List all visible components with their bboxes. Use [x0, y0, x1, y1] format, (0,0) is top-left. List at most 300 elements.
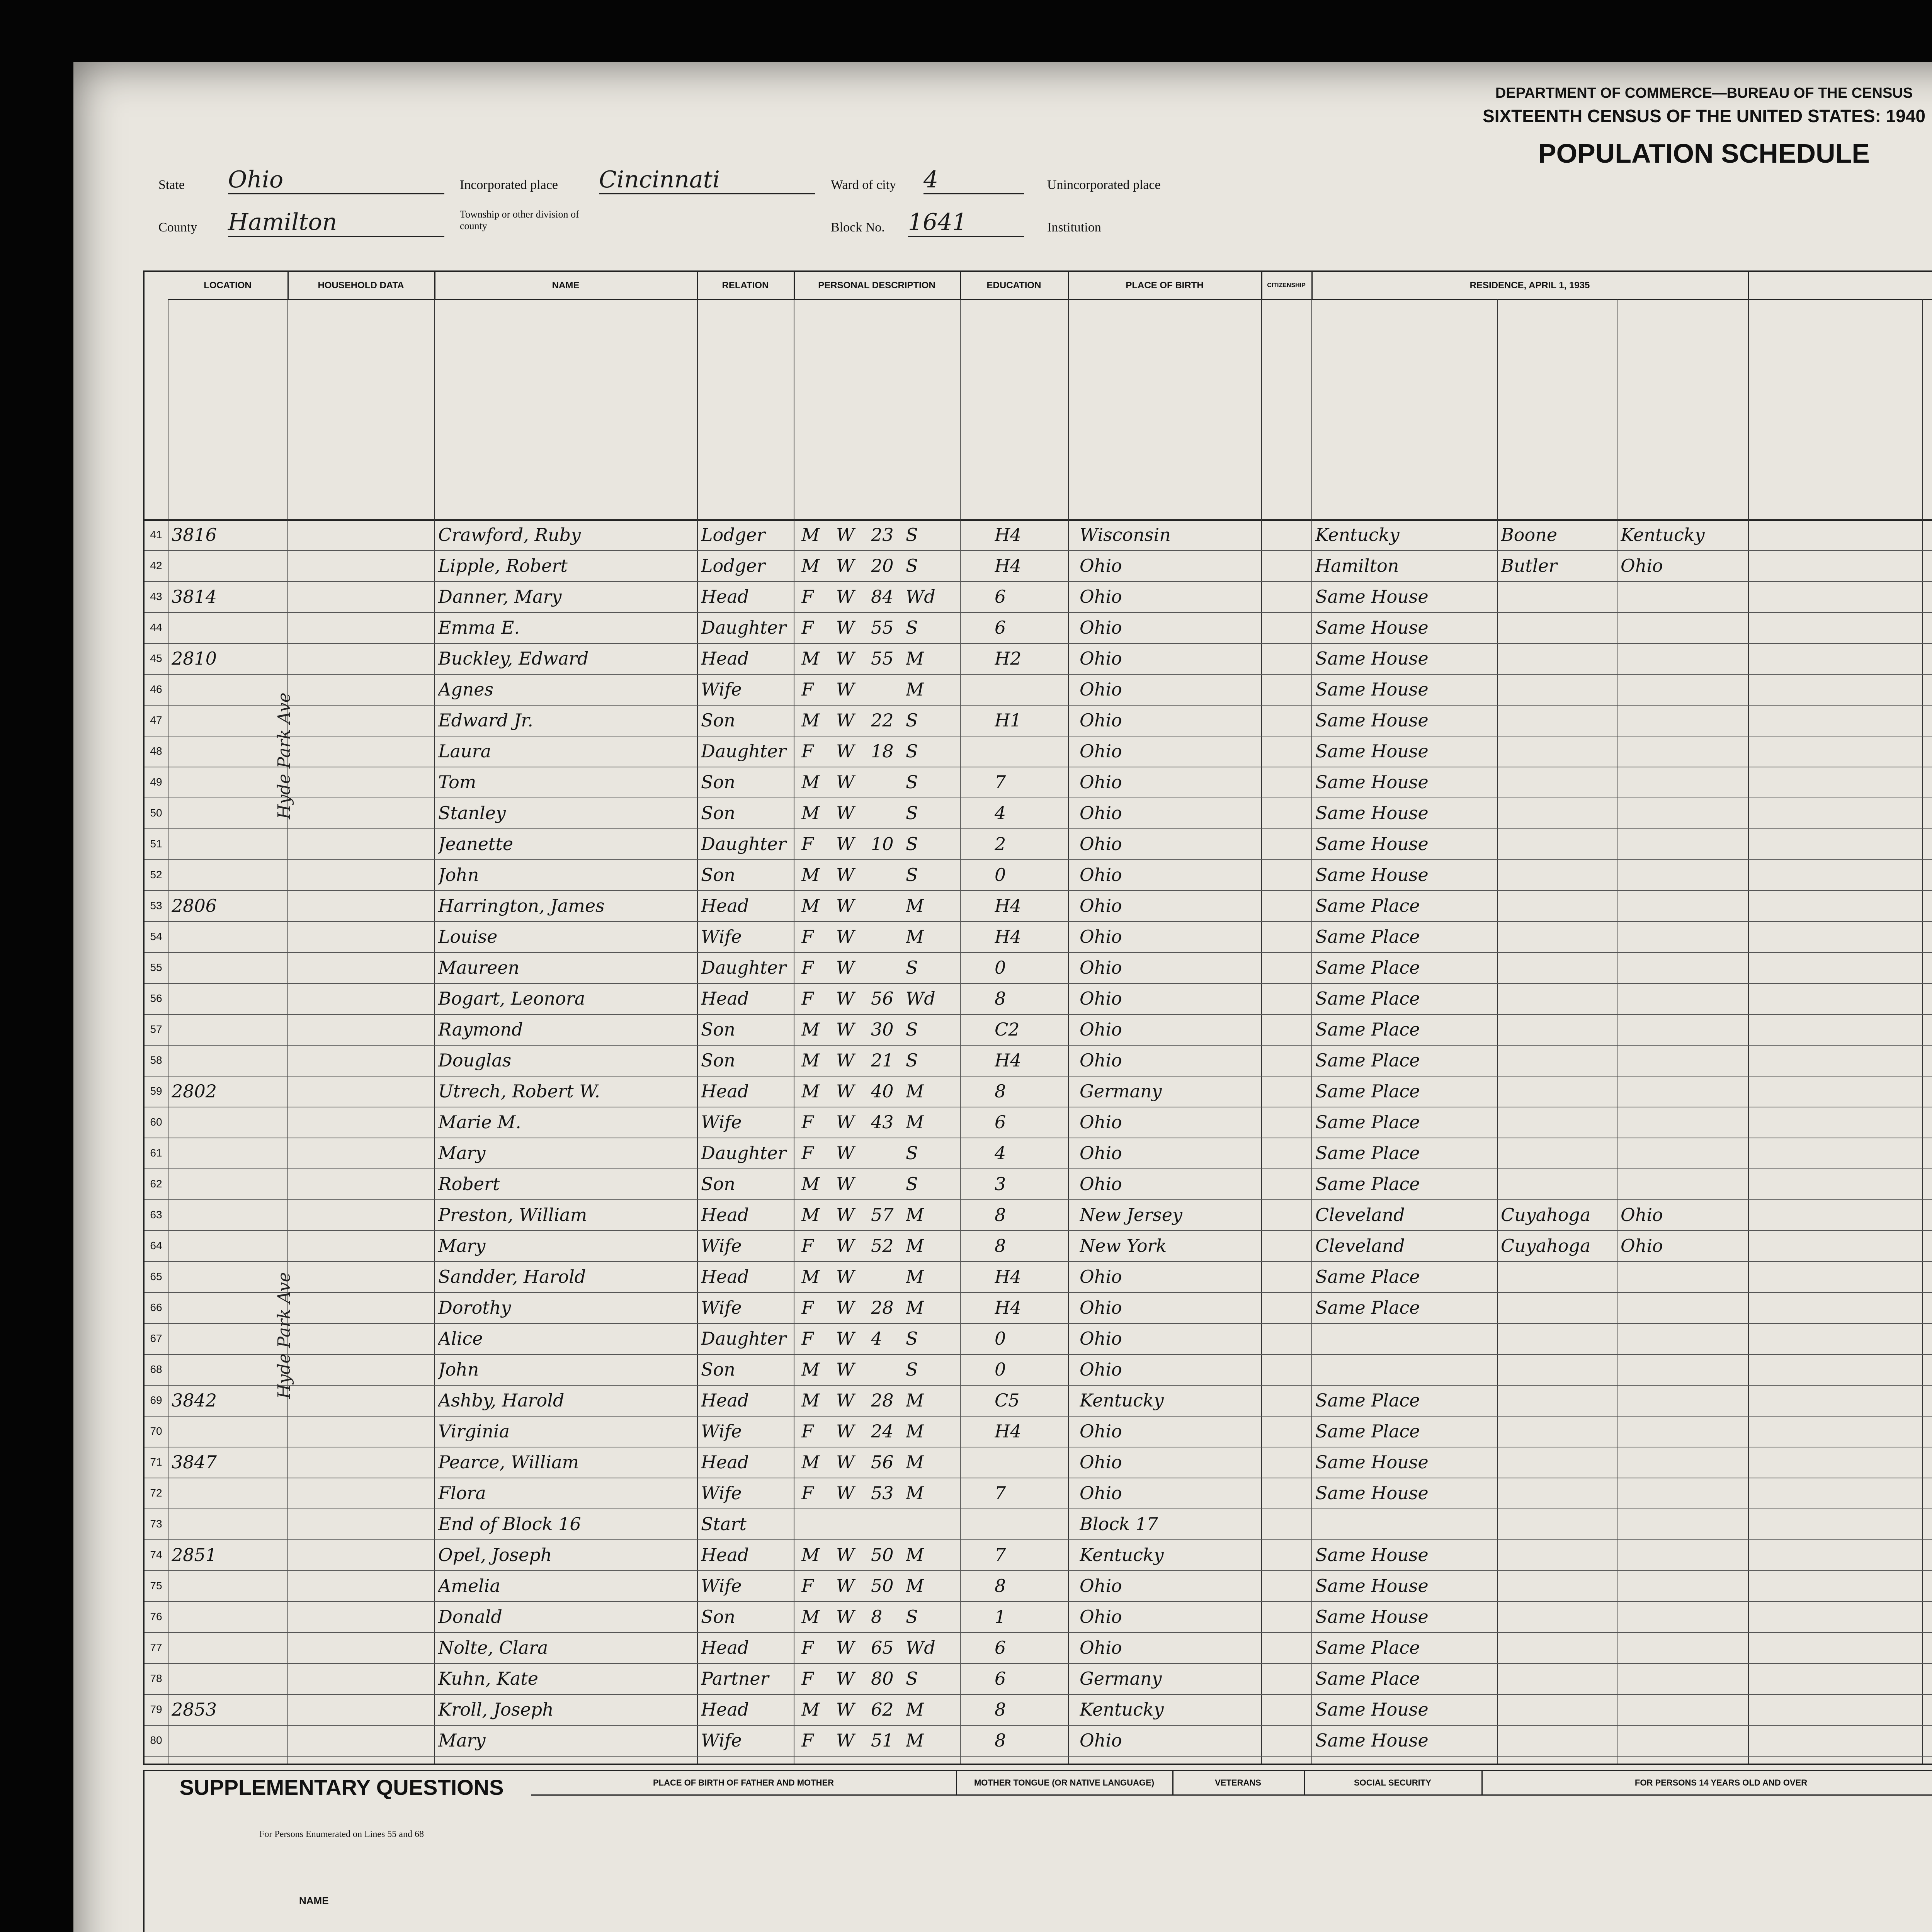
cell-line: 75 [150, 1580, 162, 1592]
table-row [145, 1199, 1932, 1231]
cell-rel: Wife [701, 1483, 742, 1503]
title-block [1395, 85, 1932, 169]
cell-age: 65 [871, 1637, 894, 1658]
table-row [145, 952, 1932, 984]
supplementary-section [143, 1770, 1932, 1932]
cell-county [1501, 1261, 1617, 1292]
cell-name: Alice [438, 1328, 483, 1349]
table-row [145, 1076, 1932, 1107]
cell-sex: M [801, 1544, 820, 1565]
cell-state [1621, 1725, 1736, 1756]
cell-race: W [836, 1730, 855, 1751]
cell-state [1621, 612, 1736, 643]
cell-ms: S [906, 772, 918, 793]
cell-grade: 8 [995, 1575, 1006, 1596]
cell-grade: 0 [995, 864, 1006, 885]
cell-birth: Ohio [1080, 803, 1122, 823]
cell-birth: Ohio [1080, 1019, 1122, 1040]
cell-race: W [836, 741, 855, 762]
cell-ms: S [906, 1359, 918, 1380]
cell-line: 69 [150, 1394, 162, 1406]
cell-res: Same House [1315, 679, 1429, 700]
cell-birth: Ohio [1080, 1050, 1122, 1071]
cell-county [1501, 1570, 1617, 1601]
table-row [145, 1478, 1932, 1509]
cell-ms: M [906, 1421, 924, 1442]
cell-res: Same House [1315, 772, 1429, 793]
cell-race: W [836, 1050, 855, 1071]
cell-state [1621, 1014, 1736, 1045]
cell-sex: M [801, 1452, 820, 1473]
cell-state [1621, 983, 1736, 1014]
cell-name: Crawford, Ruby [438, 524, 581, 545]
cell-sex: F [801, 1730, 814, 1751]
cell-res: Same House [1315, 1699, 1429, 1720]
cell-line: 54 [150, 930, 162, 942]
cell-house: 2810 [172, 648, 217, 669]
cell-race: W [836, 1143, 855, 1163]
cell-state [1621, 1323, 1736, 1354]
cell-ms: M [906, 895, 924, 916]
cell-county [1501, 859, 1617, 890]
cell-race: W [836, 1637, 855, 1658]
cell-sex: M [801, 648, 820, 669]
cell-res: Same Place [1315, 1112, 1420, 1133]
cell-res: Same House [1315, 864, 1429, 885]
table-row [145, 1539, 1932, 1571]
cell-sex: M [801, 1699, 820, 1720]
cell-name: Maureen [438, 957, 520, 978]
cell-sex: F [801, 1112, 814, 1133]
cell-res: Same Place [1315, 1390, 1420, 1411]
cell-grade: 6 [995, 586, 1006, 607]
cell-ms: S [906, 957, 918, 978]
cell-house [172, 1292, 253, 1323]
cell-rel: Daughter [701, 957, 786, 978]
table-row [145, 581, 1932, 613]
cell-name: Marie M. [438, 1112, 521, 1133]
cell-county [1501, 767, 1617, 798]
cell-house [172, 1632, 253, 1663]
cell-county [1501, 1354, 1617, 1385]
cell-sex: F [801, 926, 814, 947]
cell-res: Cleveland [1315, 1204, 1405, 1225]
cell-line: 59 [150, 1085, 162, 1097]
group-residence: RESIDENCE, APRIL 1, 1935 [1311, 272, 1749, 300]
cell-res: Same Place [1315, 1081, 1420, 1102]
cell-county [1501, 1045, 1617, 1076]
cell-rel: Head [701, 1204, 749, 1225]
cell-grade: H4 [995, 1421, 1022, 1442]
supplementary-subtitle: For Persons Enumerated on Lines 55 and 68 [259, 1829, 424, 1839]
cell-name: Dorothy [438, 1297, 511, 1318]
cell-county [1501, 1539, 1617, 1570]
cell-age: 4 [871, 1328, 883, 1349]
cell-res: Same Place [1315, 1637, 1420, 1658]
cell-age: 84 [871, 586, 894, 607]
supp-group-birth: PLACE OF BIRTH OF FATHER AND MOTHER [531, 1771, 957, 1796]
cell-race: W [836, 1204, 855, 1225]
cell-grade: 3 [995, 1173, 1006, 1194]
group-employment [1748, 272, 1932, 300]
cell-line: 78 [150, 1672, 162, 1684]
cell-state [1621, 1385, 1736, 1416]
table-row [145, 1323, 1932, 1355]
cell-state [1621, 1601, 1736, 1632]
cell-county [1501, 1509, 1617, 1539]
cell-name: Utrech, Robert W. [438, 1081, 600, 1102]
cell-name: Mary [438, 1235, 486, 1256]
cell-sex: F [801, 617, 814, 638]
cell-sex: F [801, 586, 814, 607]
cell-birth: Ohio [1080, 555, 1122, 576]
cell-grade [995, 674, 1037, 705]
cell-grade: 2 [995, 833, 1006, 854]
cell-race: W [836, 1297, 855, 1318]
cell-grade: 4 [995, 803, 1006, 823]
cell-res: Same House [1315, 1483, 1429, 1503]
cell-rel: Wife [701, 926, 742, 947]
cell-race: W [836, 1328, 855, 1349]
table-row [145, 1601, 1932, 1633]
table-row [145, 1354, 1932, 1386]
cell-rel: Partner [701, 1668, 769, 1689]
cell-name: Raymond [438, 1019, 523, 1040]
cell-birth: Kentucky [1080, 1699, 1164, 1720]
cell-race: W [836, 524, 855, 545]
cell-state [1621, 1168, 1736, 1199]
cell-county: Cuyahoga [1501, 1204, 1591, 1225]
cell-name: Tom [438, 772, 476, 793]
cell-grade: H4 [995, 1266, 1022, 1287]
cell-res: Same Place [1315, 1668, 1420, 1689]
cell-county [1501, 1725, 1617, 1756]
cell-house: 3842 [172, 1390, 217, 1411]
cell-house [172, 1199, 253, 1230]
cell-rel: Wife [701, 1730, 742, 1751]
cell-age: 50 [871, 1544, 894, 1565]
table-row [145, 921, 1932, 953]
cell-line: 70 [150, 1425, 162, 1437]
cell-sex: M [801, 524, 820, 545]
cell-birth: Ohio [1080, 586, 1122, 607]
cell-birth: Ohio [1080, 1266, 1122, 1287]
cell-line: 77 [150, 1641, 162, 1653]
cell-grade: 7 [995, 772, 1006, 793]
column-header [145, 272, 1932, 521]
cell-age: 50 [871, 1575, 894, 1596]
block-value: 1641 [908, 209, 1024, 237]
table-row [145, 1107, 1932, 1138]
cell-rel: Wife [701, 1421, 742, 1442]
cell-grade: 8 [995, 1699, 1006, 1720]
cell-line: 80 [150, 1734, 162, 1746]
cell-grade: 6 [995, 1637, 1006, 1658]
cell-ms: M [906, 1390, 924, 1411]
cell-line: 79 [150, 1703, 162, 1715]
cell-county [1501, 952, 1617, 983]
cell-house [172, 1663, 253, 1694]
cell-name: Jeanette [438, 833, 514, 854]
cell-race: W [836, 1235, 855, 1256]
cell-state [1621, 674, 1736, 705]
cell-house [172, 1323, 253, 1354]
cell-state [1621, 859, 1736, 890]
cell-sex: M [801, 1359, 820, 1380]
cell-rel: Head [701, 895, 749, 916]
cell-age: 20 [871, 555, 894, 576]
cell-sex: M [801, 555, 820, 576]
cell-house [172, 1261, 253, 1292]
table-row [145, 828, 1932, 860]
cell-house: 2851 [172, 1544, 217, 1565]
table-row [145, 1663, 1932, 1695]
cell-sex: F [801, 1235, 814, 1256]
cell-county [1501, 1385, 1617, 1416]
cell-line: 76 [150, 1611, 162, 1622]
cell-race: W [836, 988, 855, 1009]
cell-house [172, 1416, 253, 1447]
cell-race: W [836, 648, 855, 669]
cell-race: W [836, 1266, 855, 1287]
cell-age: 62 [871, 1699, 894, 1720]
cell-county: Butler [1501, 555, 1557, 576]
institution-label: Institution [1047, 220, 1101, 235]
cell-res [1315, 1509, 1497, 1539]
cell-race: W [836, 555, 855, 576]
cell-race: W [836, 772, 855, 793]
cell-race: W [836, 1390, 855, 1411]
cell-birth: Ohio [1080, 988, 1122, 1009]
cell-name: Virginia [438, 1421, 510, 1442]
cell-line: 71 [150, 1456, 162, 1468]
cell-grade: 8 [995, 1204, 1006, 1225]
cell-name: Pearce, William [438, 1452, 579, 1473]
cell-name: Preston, William [438, 1204, 587, 1225]
cell-line: 63 [150, 1209, 162, 1221]
cell-sex: F [801, 988, 814, 1009]
cell-res: Same Place [1315, 1143, 1420, 1163]
cell-res: Same Place [1315, 988, 1420, 1009]
cell-ms: M [906, 1699, 924, 1720]
cell-rel: Son [701, 1359, 735, 1380]
cell-birth: Ohio [1080, 1575, 1122, 1596]
schedule-title: POPULATION SCHEDULE [1538, 138, 1870, 168]
supp-group-tongue: MOTHER TONGUE (OR NATIVE LANGUAGE) [956, 1771, 1173, 1796]
cell-res: Same House [1315, 833, 1429, 854]
cell-grade: H1 [995, 710, 1022, 731]
unincorporated-label: Unincorporated place [1047, 178, 1161, 192]
cell-sex: F [801, 1575, 814, 1596]
cell-res: Same Place [1315, 926, 1420, 947]
table-row [145, 1694, 1932, 1726]
cell-grade: 0 [995, 957, 1006, 978]
cell-state [1621, 643, 1736, 674]
cell-rel: Head [701, 1699, 749, 1720]
cell-name: John [438, 864, 479, 885]
table-row [145, 1385, 1932, 1417]
cell-birth: Ohio [1080, 926, 1122, 947]
cell-name: Amelia [438, 1575, 500, 1596]
cell-res: Hamilton [1315, 555, 1399, 576]
cell-birth: Ohio [1080, 864, 1122, 885]
cell-county [1501, 1138, 1617, 1168]
cell-state [1621, 736, 1736, 767]
cell-county [1501, 736, 1617, 767]
cell-ms: S [906, 1328, 918, 1349]
cell-birth: Ohio [1080, 1173, 1122, 1194]
cell-line: 60 [150, 1116, 162, 1128]
table-row [145, 674, 1932, 706]
cell-res: Same House [1315, 648, 1429, 669]
cell-grade: 7 [995, 1544, 1006, 1565]
cell-birth: Ohio [1080, 1730, 1122, 1751]
cell-county: Cuyahoga [1501, 1235, 1591, 1256]
cell-county [1501, 1416, 1617, 1447]
cell-line: 68 [150, 1363, 162, 1375]
table-row [145, 1168, 1932, 1200]
cell-rel: Son [701, 1050, 735, 1071]
cell-state [1621, 1663, 1736, 1694]
cell-rel: Head [701, 1266, 749, 1287]
cell-house [172, 828, 253, 859]
cell-age: 55 [871, 648, 894, 669]
cell-ms: S [906, 617, 918, 638]
cell-county [1501, 828, 1617, 859]
cell-grade: 0 [995, 1328, 1006, 1349]
cell-county [1501, 1478, 1617, 1509]
township-label: Township or other division of county [460, 209, 579, 231]
cell-sex: M [801, 1019, 820, 1040]
cell-age [871, 890, 902, 921]
cell-birth: New Jersey [1080, 1204, 1182, 1225]
cell-name: Nolte, Clara [438, 1637, 548, 1658]
cell-sex: F [801, 1668, 814, 1689]
cell-line: 55 [150, 961, 162, 973]
cell-age: 18 [871, 741, 894, 762]
cell-name: Robert [438, 1173, 500, 1194]
cell-house: 3816 [172, 524, 217, 545]
cell-line: 56 [150, 992, 162, 1004]
cell-state [1621, 1292, 1736, 1323]
cell-ms: S [906, 833, 918, 854]
table-row [145, 705, 1932, 736]
cell-house [172, 1509, 253, 1539]
cell-house [172, 1045, 253, 1076]
group-education: EDUCATION [960, 272, 1069, 300]
cell-house: 3814 [172, 586, 217, 607]
cell-race: W [836, 1544, 855, 1565]
cell-birth: Ohio [1080, 648, 1122, 669]
cell-rel: Head [701, 648, 749, 669]
cell-name: Sandder, Harold [438, 1266, 586, 1287]
cell-ms: M [906, 1266, 924, 1287]
cell-ms: S [906, 710, 918, 731]
cell-line: 47 [150, 714, 162, 726]
cell-res: Same House [1315, 710, 1429, 731]
cell-res: Same House [1315, 1452, 1429, 1473]
supp-group-veterans: VETERANS [1172, 1771, 1305, 1796]
cell-grade [995, 736, 1037, 767]
cell-line: 42 [150, 560, 162, 571]
census-title: SIXTEENTH CENSUS OF THE UNITED STATES: 1940 [1483, 106, 1925, 126]
cell-birth: Ohio [1080, 1606, 1122, 1627]
table-row [145, 1416, 1932, 1447]
table-row [145, 1509, 1932, 1540]
cell-house [172, 859, 253, 890]
cell-name: Douglas [438, 1050, 512, 1071]
cell-rel: Daughter [701, 617, 786, 638]
cell-house [172, 1107, 253, 1138]
cell-grade: 8 [995, 1081, 1006, 1102]
cell-state [1621, 1694, 1736, 1725]
cell-birth: New York [1080, 1235, 1167, 1256]
cell-house [172, 921, 253, 952]
cell-race: W [836, 1081, 855, 1102]
cell-county [1501, 890, 1617, 921]
cell-line: 41 [150, 529, 162, 541]
cell-race: W [836, 1452, 855, 1473]
cell-ms: S [906, 524, 918, 545]
cell-county [1501, 1014, 1617, 1045]
census-sheet [73, 62, 1932, 1932]
cell-line: 61 [150, 1147, 162, 1159]
cell-line: 74 [150, 1549, 162, 1561]
cell-sex: M [801, 1173, 820, 1194]
cell-sex: M [801, 1390, 820, 1411]
cell-house [172, 767, 253, 798]
cell-name: Danner, Mary [438, 586, 562, 607]
table-row [145, 1447, 1932, 1478]
cell-rel: Daughter [701, 741, 786, 762]
cell-sex: M [801, 772, 820, 793]
cell-state [1621, 1509, 1736, 1539]
cell-rel: Son [701, 772, 735, 793]
group-household: HOUSEHOLD DATA [287, 272, 435, 300]
cell-name: Louise [438, 926, 498, 947]
cell-race: W [836, 617, 855, 638]
cell-state [1621, 1261, 1736, 1292]
cell-age: 28 [871, 1297, 894, 1318]
cell-name: Kuhn, Kate [438, 1668, 538, 1689]
cell-state: Ohio [1621, 1204, 1663, 1225]
cell-state [1621, 767, 1736, 798]
cell-ms: M [906, 1483, 924, 1503]
cell-birth: Germany [1080, 1081, 1162, 1102]
cell-sex: F [801, 1483, 814, 1503]
cell-birth: Ohio [1080, 1452, 1122, 1473]
cell-res: Same House [1315, 1544, 1429, 1565]
incorporated-label: Incorporated place [460, 178, 558, 192]
cell-age: 56 [871, 1452, 894, 1473]
cell-name: Laura [438, 741, 492, 762]
cell-grade: 6 [995, 617, 1006, 638]
cell-house: 2853 [172, 1699, 217, 1720]
cell-line: 66 [150, 1301, 162, 1313]
cell-sex: M [801, 1606, 820, 1627]
cell-sex: F [801, 957, 814, 978]
cell-rel: Lodger [701, 555, 765, 576]
cell-rel: Head [701, 1390, 749, 1411]
cell-age: 10 [871, 833, 894, 854]
cell-age: 55 [871, 617, 894, 638]
cell-ms: S [906, 1606, 918, 1627]
cell-grade: H4 [995, 926, 1022, 947]
cell-race: W [836, 1606, 855, 1627]
cell-house [172, 1354, 253, 1385]
cell-res: Same Place [1315, 1297, 1420, 1318]
cell-birth: Ohio [1080, 1359, 1122, 1380]
